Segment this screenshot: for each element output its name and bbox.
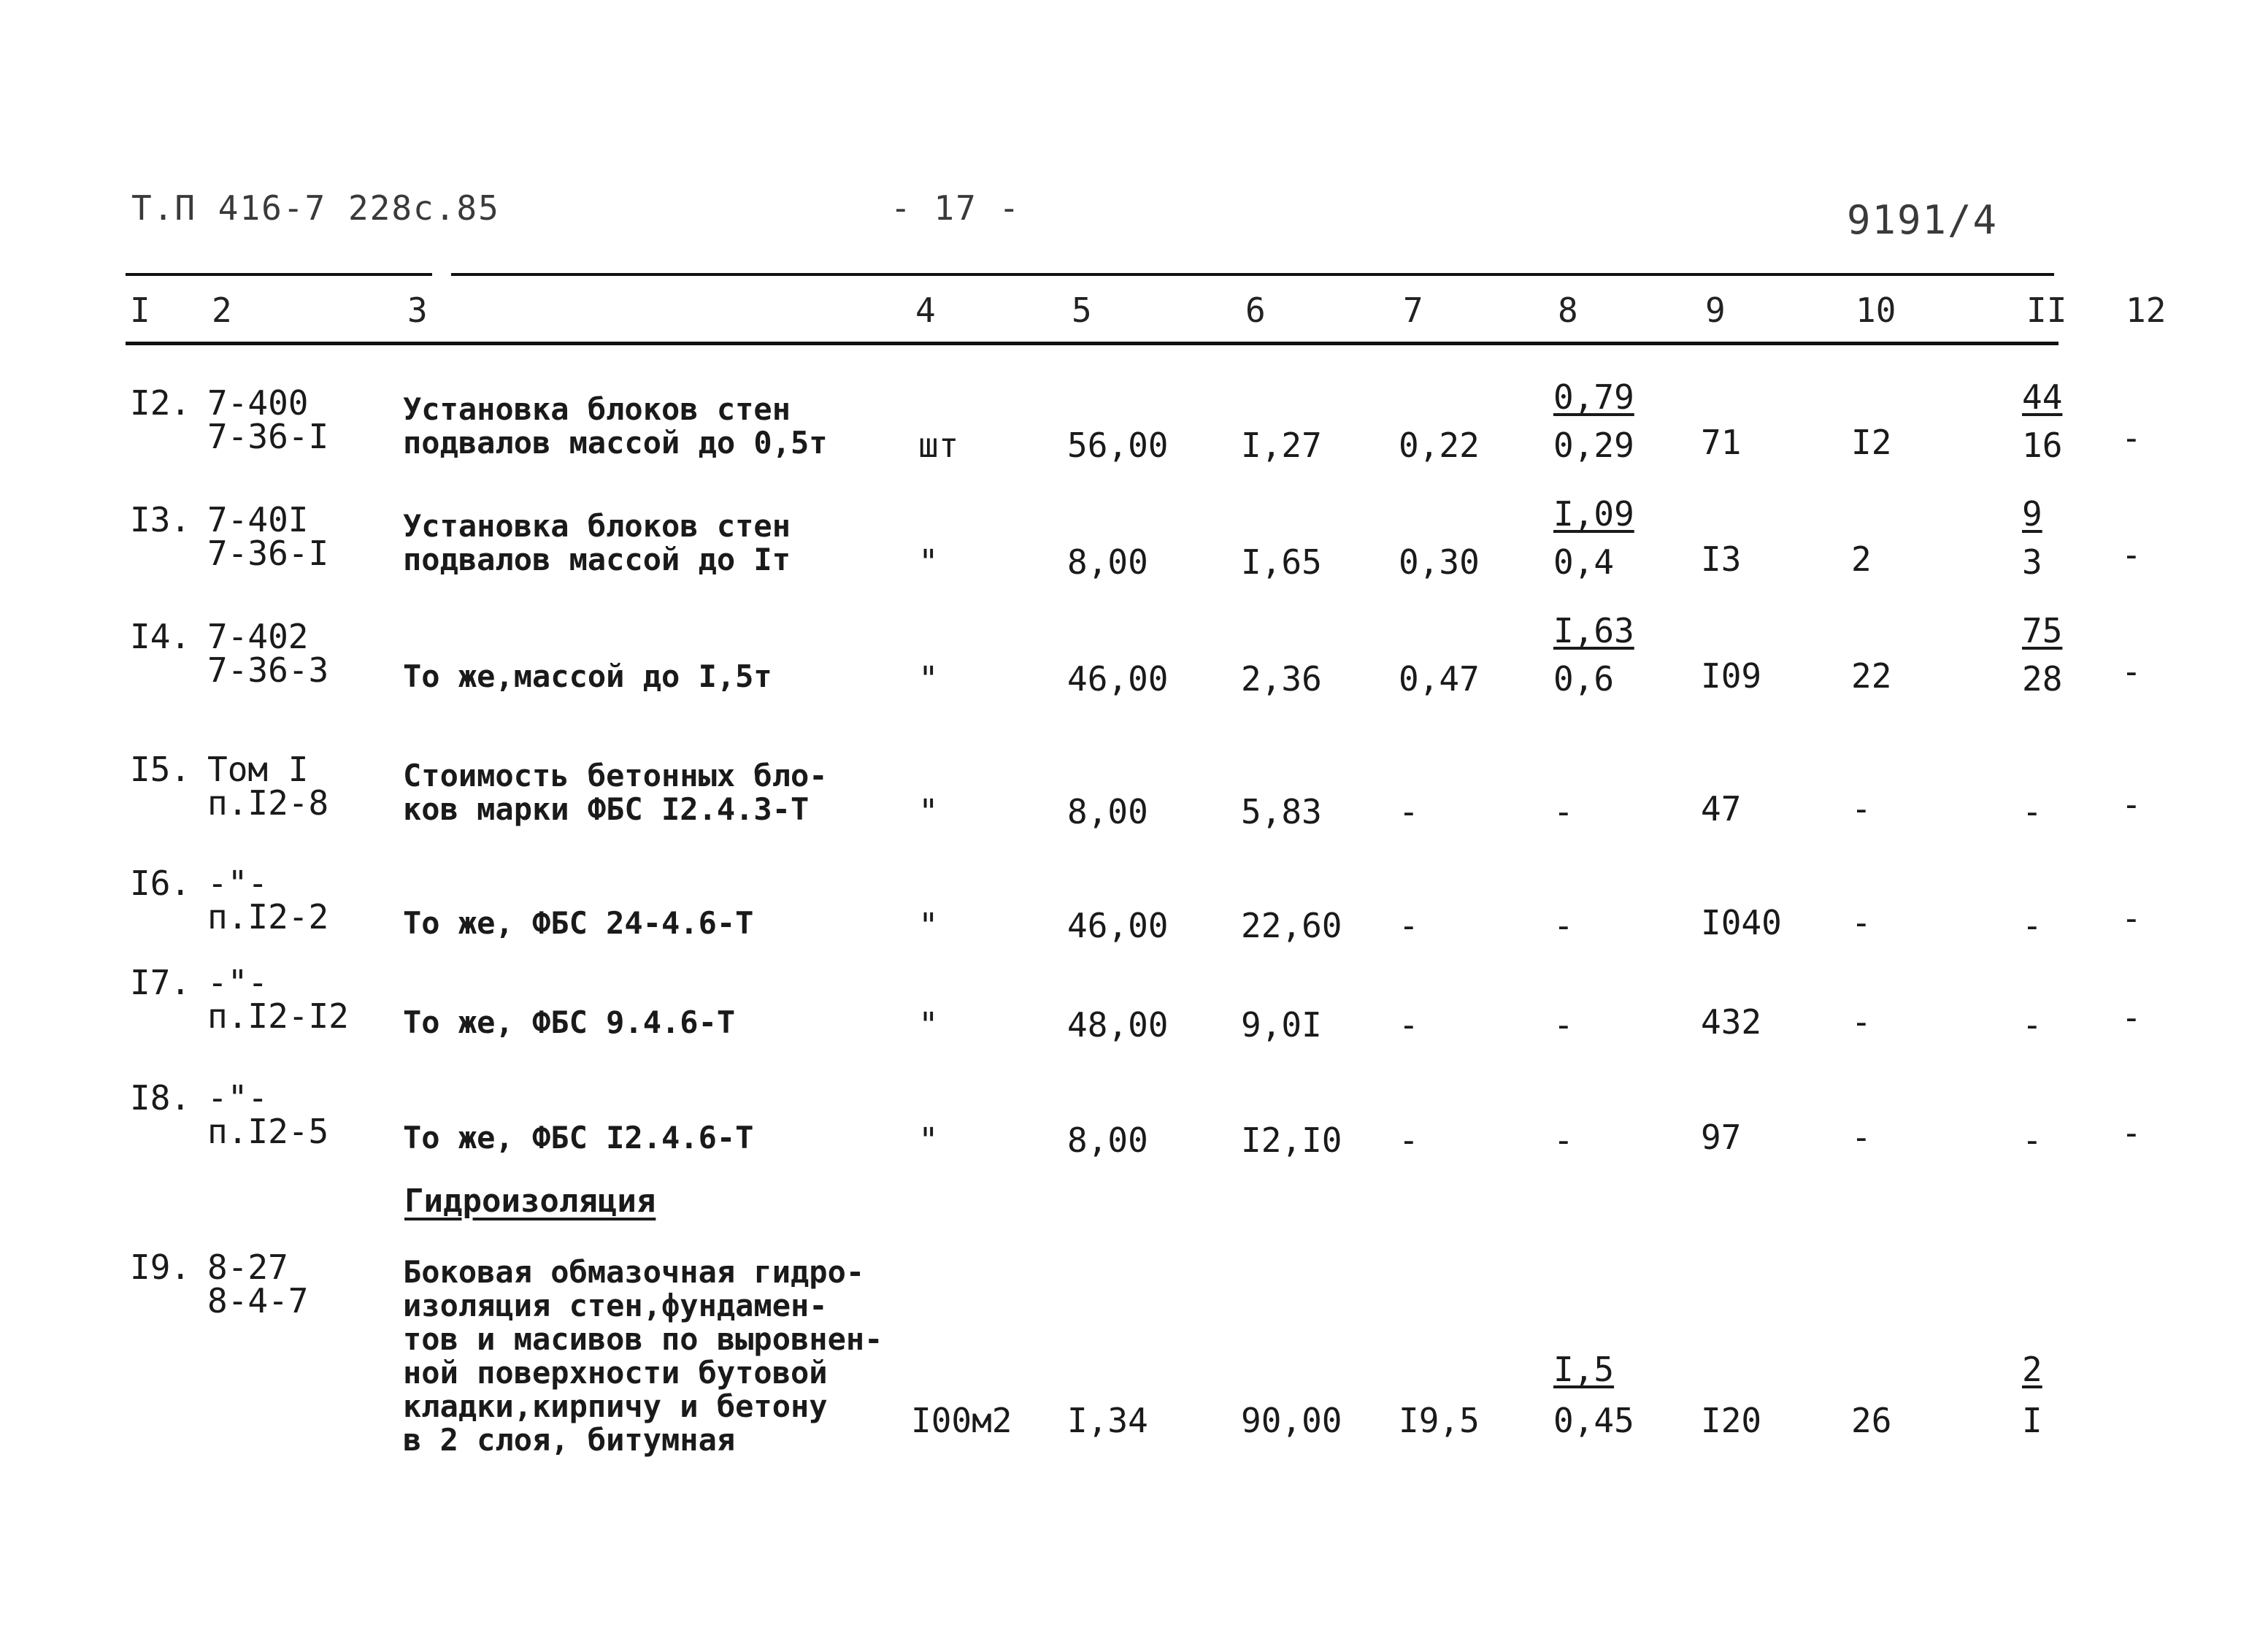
col-8-bottom: - <box>1553 792 1574 831</box>
col-8-bottom: 0,45 <box>1553 1401 1634 1440</box>
col-11-bottom: - <box>2022 906 2042 945</box>
col-9-value: I040 <box>1701 903 1782 942</box>
col-8-bottom: 0,29 <box>1553 426 1634 465</box>
col-12-value: - <box>2121 652 2142 691</box>
col-7-value: 0,47 <box>1399 659 1480 699</box>
row-number: I2. <box>130 383 191 423</box>
col-8-top: 0,79 <box>1553 377 1634 417</box>
col-11-bottom: 16 <box>2022 426 2063 465</box>
unit-cost: 9,0I <box>1241 1005 1322 1045</box>
unit: " <box>918 792 939 831</box>
rate-code: -"- <box>207 864 269 903</box>
work-description: Стоимость бетонных бло- ков марки ФБС I2.4.3-Т <box>403 758 828 827</box>
rate-code-secondary: 7-36-I <box>207 417 329 456</box>
doc-code: Т.П 416-7 228с.85 <box>131 188 500 228</box>
col-8-top: I,63 <box>1553 611 1634 650</box>
rate-code-secondary: п.I2-8 <box>207 783 329 823</box>
work-description: Боковая обмазочная гидро- изоляция стен,фундамен- тов и масивов по выровнен- ной поверхности бутовой кладки,кирпичу и бетону в 2 слоя, битумная <box>403 1254 883 1458</box>
column-number: 10 <box>1856 291 1896 330</box>
col-10-value: 26 <box>1851 1401 1892 1440</box>
col-7-value: - <box>1399 1005 1419 1045</box>
col-11-bottom: 3 <box>2022 542 2042 582</box>
col-12-value: - <box>2121 785 2142 824</box>
quantity: 8,00 <box>1067 1120 1148 1160</box>
header-rule-short <box>126 273 432 276</box>
col-11-top: 9 <box>2022 494 2042 534</box>
col-9-value: 432 <box>1701 1002 1762 1042</box>
col-7-value: - <box>1399 792 1419 831</box>
rate-code: -"- <box>207 1078 269 1118</box>
page-number: - 17 - <box>891 188 1021 228</box>
unit: " <box>918 542 939 582</box>
col-11-bottom: 28 <box>2022 659 2063 699</box>
col-8-bottom: - <box>1553 1005 1574 1045</box>
unit-cost: I,27 <box>1241 426 1322 465</box>
col-8-bottom: - <box>1553 1120 1574 1160</box>
rate-code: 7-400 <box>207 383 309 423</box>
unit-cost: 22,60 <box>1241 906 1342 945</box>
col-9-value: I20 <box>1701 1401 1762 1440</box>
col-9-value: 97 <box>1701 1118 1742 1157</box>
rate-code: -"- <box>207 963 269 1002</box>
rate-code-secondary: п.I2-5 <box>207 1112 329 1151</box>
column-number: 9 <box>1705 291 1726 330</box>
col-9-value: I09 <box>1701 656 1762 696</box>
rate-code-secondary: п.I2-2 <box>207 897 329 937</box>
row-number: I4. <box>130 617 191 656</box>
col-9-value: I3 <box>1701 539 1742 579</box>
work-description: То же, ФБС 24-4.6-Т <box>403 905 754 941</box>
column-number: 7 <box>1403 291 1423 330</box>
col-10-value: - <box>1851 1002 1872 1042</box>
row-number: I7. <box>130 963 191 1002</box>
col-9-value: 71 <box>1701 423 1742 462</box>
col-12-value: - <box>2121 418 2142 458</box>
header-rule-bottom <box>126 342 2059 345</box>
work-description: То же,массой до I,5т <box>403 658 772 694</box>
rate-code: 7-40I <box>207 500 309 539</box>
unit-cost: 2,36 <box>1241 659 1322 699</box>
row-number: I3. <box>130 500 191 539</box>
work-description: Установка блоков стен подвалов массой до Iт <box>403 508 791 577</box>
col-9-value: 47 <box>1701 789 1742 829</box>
work-description: То же, ФБС I2.4.6-Т <box>403 1120 754 1156</box>
quantity: 48,00 <box>1067 1005 1169 1045</box>
column-number: 6 <box>1245 291 1266 330</box>
col-12-value: - <box>2121 535 2142 574</box>
quantity: 46,00 <box>1067 906 1169 945</box>
unit-cost: I2,I0 <box>1241 1120 1342 1160</box>
col-12-value: - <box>2121 998 2142 1037</box>
col-7-value: - <box>1399 1120 1419 1160</box>
quantity: 56,00 <box>1067 426 1169 465</box>
column-number: II <box>2026 291 2067 330</box>
rate-code: Том I <box>207 750 309 789</box>
column-number: 4 <box>915 291 936 330</box>
col-7-value: 0,30 <box>1399 542 1480 582</box>
unit: " <box>918 659 939 699</box>
col-10-value: - <box>1851 1118 1872 1157</box>
col-8-bottom: - <box>1553 906 1574 945</box>
unit: " <box>918 1120 939 1160</box>
col-11-bottom: I <box>2022 1401 2042 1440</box>
work-description: То же, ФБС 9.4.6-Т <box>403 1004 736 1040</box>
column-number: 5 <box>1072 291 1092 330</box>
col-12-value: - <box>2121 1113 2142 1153</box>
quantity: 8,00 <box>1067 792 1148 831</box>
header-rule-top <box>451 273 2054 276</box>
unit: I00м2 <box>911 1401 1012 1440</box>
row-number: I5. <box>130 750 191 789</box>
row-number: I9. <box>130 1248 191 1287</box>
quantity: I,34 <box>1067 1401 1148 1440</box>
col-11-bottom: - <box>2022 1005 2042 1045</box>
quantity: 46,00 <box>1067 659 1169 699</box>
column-number: 12 <box>2126 291 2167 330</box>
col-8-bottom: 0,6 <box>1553 659 1615 699</box>
col-10-value: 2 <box>1851 539 1872 579</box>
rate-code-secondary: п.I2-I2 <box>207 996 349 1036</box>
column-number: I <box>130 291 150 330</box>
col-8-bottom: 0,4 <box>1553 542 1615 582</box>
unit-cost: 5,83 <box>1241 792 1322 831</box>
column-number: 2 <box>212 291 232 330</box>
unit: " <box>918 906 939 945</box>
col-7-value: 0,22 <box>1399 426 1480 465</box>
unit: шт <box>918 426 959 465</box>
col-10-value: I2 <box>1851 423 1892 462</box>
col-11-top: 75 <box>2022 611 2063 650</box>
row-number: I8. <box>130 1078 191 1118</box>
section-title: Гидроизоляция <box>404 1183 656 1220</box>
col-10-value: - <box>1851 903 1872 942</box>
unit-cost: I,65 <box>1241 542 1322 582</box>
col-8-top: I,5 <box>1553 1350 1615 1389</box>
work-description: Установка блоков стен подвалов массой до 0,5т <box>403 391 828 461</box>
col-11-bottom: - <box>2022 792 2042 831</box>
rate-code: 7-402 <box>207 617 309 656</box>
row-number: I6. <box>130 864 191 903</box>
col-11-bottom: - <box>2022 1120 2042 1160</box>
col-10-value: 22 <box>1851 656 1892 696</box>
col-10-value: - <box>1851 789 1872 829</box>
column-number: 8 <box>1558 291 1578 330</box>
rate-code-secondary: 7-36-I <box>207 534 329 573</box>
col-7-value: - <box>1399 906 1419 945</box>
unit-cost: 90,00 <box>1241 1401 1342 1440</box>
col-11-top: 2 <box>2022 1350 2042 1389</box>
rate-code: 8-27 <box>207 1248 288 1287</box>
col-8-top: I,09 <box>1553 494 1634 534</box>
col-11-top: 44 <box>2022 377 2063 417</box>
col-12-value: - <box>2121 899 2142 938</box>
quantity: 8,00 <box>1067 542 1148 582</box>
column-number: 3 <box>407 291 428 330</box>
rate-code-secondary: 7-36-3 <box>207 650 329 690</box>
sheet-number: 9191/4 <box>1847 197 1999 243</box>
unit: " <box>918 1005 939 1045</box>
col-7-value: I9,5 <box>1399 1401 1480 1440</box>
rate-code-secondary: 8-4-7 <box>207 1281 309 1320</box>
